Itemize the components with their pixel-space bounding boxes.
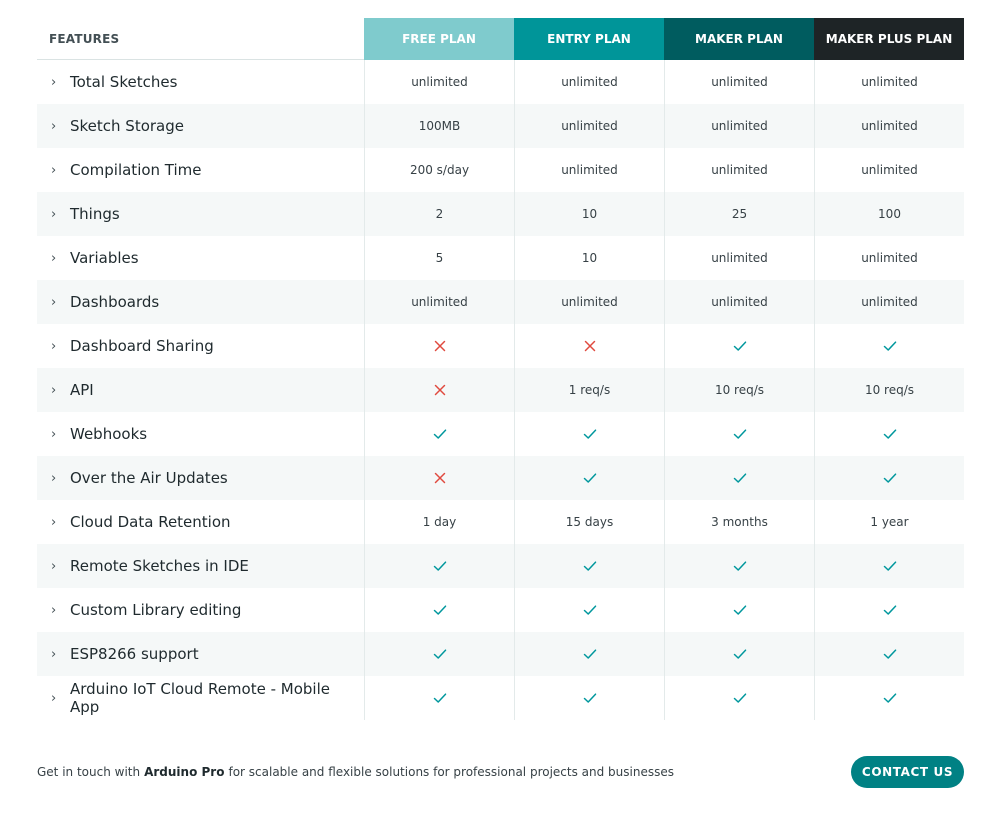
plan-cell: 25 (664, 192, 814, 236)
feature-name[interactable] (37, 104, 364, 148)
feature-label: Webhooks (70, 425, 148, 443)
check-icon (883, 559, 897, 573)
chevron-right-icon[interactable]: › (51, 118, 57, 134)
chevron-right-icon[interactable]: › (51, 74, 57, 90)
table-row[interactable] (37, 676, 964, 720)
cross-icon (433, 383, 447, 397)
check-icon (433, 559, 447, 573)
check-icon (883, 339, 897, 353)
plan-cell (514, 676, 664, 720)
check-icon (733, 647, 747, 661)
plan-cell (514, 456, 664, 500)
plan-cell: 100MB (364, 104, 514, 148)
table-row[interactable] (37, 500, 964, 544)
feature-name[interactable] (37, 324, 364, 368)
footer (37, 756, 964, 788)
footer-text (37, 756, 674, 788)
feature-label: Things (70, 205, 120, 223)
plan-cell (664, 412, 814, 456)
table-row[interactable] (37, 104, 964, 148)
feature-label: Compilation Time (70, 161, 202, 179)
feature-label: Arduino IoT Cloud Remote - Mobile App (70, 680, 330, 716)
check-icon (883, 647, 897, 661)
chevron-right-icon[interactable]: › (51, 470, 57, 486)
feature-label: ESP8266 support (70, 645, 199, 663)
plan-cell (364, 368, 514, 412)
plan-cell: 1 year (814, 500, 964, 544)
chevron-right-icon[interactable]: › (51, 602, 57, 618)
plan-cell (664, 676, 814, 720)
plan-cell: unlimited (664, 104, 814, 148)
plan-cell: 3 months (664, 500, 814, 544)
feature-label: Dashboard Sharing (70, 337, 214, 355)
feature-name[interactable] (37, 544, 364, 588)
plan-cell: 1 req/s (514, 368, 664, 412)
check-icon (433, 647, 447, 661)
plan-cell (364, 632, 514, 676)
table-header (37, 18, 964, 60)
plan-cell: unlimited (364, 60, 514, 104)
plan-cell: unlimited (814, 104, 964, 148)
plan-cell (664, 544, 814, 588)
features-column-header: FEATURES (37, 18, 364, 60)
plan-cell (514, 588, 664, 632)
footer-brand: Arduino Pro (144, 765, 225, 779)
check-icon (883, 691, 897, 705)
table-row[interactable] (37, 544, 964, 588)
feature-label: Over the Air Updates (70, 469, 228, 487)
check-icon (733, 339, 747, 353)
check-icon (433, 603, 447, 617)
plans-comparison-table (37, 18, 964, 720)
plan-cell (814, 676, 964, 720)
table-row[interactable] (37, 456, 964, 500)
plan-cell (364, 544, 514, 588)
plan-cell: 10 (514, 192, 664, 236)
check-icon (433, 691, 447, 705)
contact-us-button[interactable]: CONTACT US (851, 756, 964, 788)
plan-cell: 5 (364, 236, 514, 280)
plan-cell: 10 req/s (814, 368, 964, 412)
check-icon (583, 691, 597, 705)
chevron-right-icon[interactable]: › (51, 162, 57, 178)
check-icon (883, 471, 897, 485)
plan-cell (814, 544, 964, 588)
plan-cell (364, 412, 514, 456)
feature-label: API (70, 381, 94, 399)
check-icon (583, 647, 597, 661)
chevron-right-icon[interactable]: › (51, 514, 57, 530)
feature-label: Custom Library editing (70, 601, 242, 619)
plan-header-free: FREE PLAN (364, 18, 514, 60)
table-row[interactable] (37, 368, 964, 412)
check-icon (433, 427, 447, 441)
plan-cell: unlimited (664, 148, 814, 192)
feature-label: Dashboards (70, 293, 160, 311)
plan-header-maker-plus: MAKER PLUS PLAN (814, 18, 964, 60)
plan-cell: 100 (814, 192, 964, 236)
plan-header-maker: MAKER PLAN (664, 18, 814, 60)
plan-cell: unlimited (664, 60, 814, 104)
feature-name[interactable] (37, 368, 364, 412)
check-icon (883, 427, 897, 441)
chevron-right-icon[interactable]: › (51, 646, 57, 662)
feature-name[interactable] (37, 60, 364, 104)
footer-text-before: Get in touch with (37, 765, 141, 779)
chevron-right-icon[interactable]: › (51, 690, 57, 706)
plan-cell (664, 588, 814, 632)
plan-cell: 10 req/s (664, 368, 814, 412)
feature-label: Sketch Storage (70, 117, 184, 135)
table-row[interactable] (37, 588, 964, 632)
plan-cell (814, 456, 964, 500)
plan-cell: unlimited (814, 60, 964, 104)
plan-cell (364, 324, 514, 368)
plan-cell (664, 324, 814, 368)
check-icon (583, 559, 597, 573)
feature-name[interactable] (37, 588, 364, 632)
plan-cell (664, 456, 814, 500)
plan-cell (814, 324, 964, 368)
plan-cell (814, 632, 964, 676)
check-icon (733, 691, 747, 705)
check-icon (583, 471, 597, 485)
plan-cell: unlimited (514, 148, 664, 192)
cross-icon (583, 339, 597, 353)
footer-text-after: for scalable and flexible solutions for professional projects and businesses (228, 765, 674, 779)
check-icon (733, 471, 747, 485)
table-row[interactable] (37, 632, 964, 676)
plan-cell: 10 (514, 236, 664, 280)
plan-cell: unlimited (814, 148, 964, 192)
feature-name[interactable] (37, 412, 364, 456)
table-body (37, 60, 964, 720)
check-icon (583, 603, 597, 617)
chevron-right-icon[interactable]: › (51, 558, 57, 574)
plan-cell (364, 588, 514, 632)
plan-cell (814, 412, 964, 456)
cross-icon (433, 471, 447, 485)
table-row[interactable] (37, 324, 964, 368)
feature-label: Variables (70, 249, 139, 267)
plan-cell (514, 324, 664, 368)
feature-label: Remote Sketches in IDE (70, 557, 249, 575)
table-row[interactable] (37, 148, 964, 192)
chevron-right-icon[interactable]: › (51, 426, 57, 442)
plan-cell (664, 632, 814, 676)
plan-cell: unlimited (514, 280, 664, 324)
plan-cell: 1 day (364, 500, 514, 544)
check-icon (733, 603, 747, 617)
table-row[interactable] (37, 280, 964, 324)
feature-name[interactable] (37, 280, 364, 324)
check-icon (733, 559, 747, 573)
plan-cell: unlimited (664, 236, 814, 280)
plan-cell: unlimited (364, 280, 514, 324)
feature-name[interactable] (37, 632, 364, 676)
feature-name[interactable] (37, 192, 364, 236)
feature-name[interactable] (37, 148, 364, 192)
plan-cell: unlimited (514, 104, 664, 148)
plan-header-entry: ENTRY PLAN (514, 18, 664, 60)
plan-cell (814, 588, 964, 632)
table-row[interactable] (37, 60, 964, 104)
plan-cell: unlimited (814, 280, 964, 324)
plan-cell (364, 456, 514, 500)
check-icon (583, 427, 597, 441)
plan-cell: 15 days (514, 500, 664, 544)
chevron-right-icon[interactable]: › (51, 250, 57, 266)
check-icon (883, 603, 897, 617)
chevron-right-icon[interactable]: › (51, 294, 57, 310)
feature-name[interactable] (37, 676, 364, 720)
table-row[interactable] (37, 236, 964, 280)
feature-name[interactable] (37, 456, 364, 500)
plan-cell: unlimited (814, 236, 964, 280)
cross-icon (433, 339, 447, 353)
plan-cell: unlimited (664, 280, 814, 324)
check-icon (733, 427, 747, 441)
plan-cell: unlimited (514, 60, 664, 104)
plan-cell (514, 412, 664, 456)
chevron-right-icon[interactable]: › (51, 206, 57, 222)
chevron-right-icon[interactable]: › (51, 338, 57, 354)
table-row[interactable] (37, 192, 964, 236)
table-row[interactable] (37, 412, 964, 456)
plan-cell (514, 544, 664, 588)
feature-name[interactable] (37, 500, 364, 544)
plan-cell: 200 s/day (364, 148, 514, 192)
plan-cell (514, 632, 664, 676)
plan-cell: 2 (364, 192, 514, 236)
feature-name[interactable] (37, 236, 364, 280)
plan-cell (364, 676, 514, 720)
feature-label: Total Sketches (70, 73, 178, 91)
feature-label: Cloud Data Retention (70, 513, 231, 531)
chevron-right-icon[interactable]: › (51, 382, 57, 398)
